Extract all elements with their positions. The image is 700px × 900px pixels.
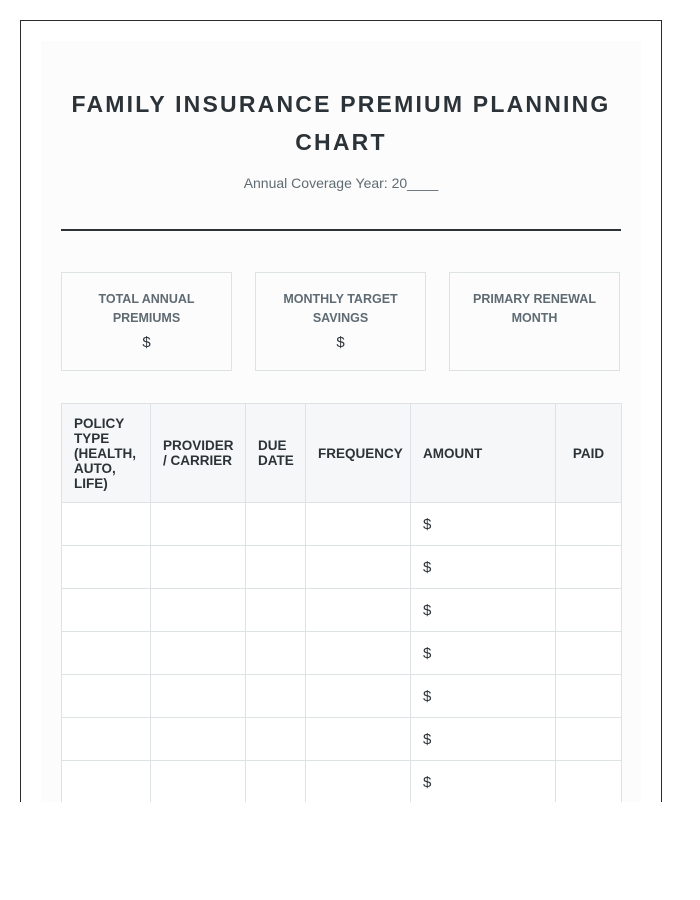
summary-card-monthly-target-savings: [255, 272, 426, 371]
cell-frequency[interactable]: [306, 632, 411, 675]
cell-paid[interactable]: [556, 589, 622, 632]
cell-provider[interactable]: [151, 675, 246, 718]
column-header-paid: PAID: [556, 404, 622, 503]
cell-policy-type[interactable]: [62, 675, 151, 718]
cell-frequency[interactable]: [306, 675, 411, 718]
cell-due-date[interactable]: [246, 589, 306, 632]
cell-provider[interactable]: [151, 761, 246, 803]
cell-due-date[interactable]: [246, 761, 306, 803]
cell-policy-type[interactable]: [62, 632, 151, 675]
page-title: FAMILY INSURANCE PREMIUM PLANNING CHART: [71, 91, 611, 155]
summary-card-primary-renewal-month: [449, 272, 620, 371]
table-row: [62, 503, 622, 546]
summary-card-value[interactable]: $: [336, 334, 345, 351]
summary-card-label: MONTHLY TARGET SAVINGS: [283, 292, 398, 325]
document-panel: [41, 41, 641, 802]
table-row: [62, 675, 622, 718]
cell-amount[interactable]: $: [411, 675, 556, 718]
cell-frequency[interactable]: [306, 546, 411, 589]
cell-frequency[interactable]: [306, 589, 411, 632]
column-header-due-date: DUE DATE: [246, 404, 306, 503]
cell-paid[interactable]: [556, 675, 622, 718]
column-header-provider: PROVIDER / CARRIER: [151, 404, 246, 503]
table-row: [62, 632, 622, 675]
cell-due-date[interactable]: [246, 632, 306, 675]
column-header-frequency: FREQUENCY: [306, 404, 411, 503]
cell-due-date[interactable]: [246, 546, 306, 589]
table-row: [62, 718, 622, 761]
page-frame: [20, 20, 662, 802]
cell-frequency[interactable]: [306, 503, 411, 546]
cell-paid[interactable]: [556, 632, 622, 675]
cell-provider[interactable]: [151, 546, 246, 589]
summary-card-label: TOTAL ANNUAL PREMIUMS: [98, 292, 195, 325]
summary-card-total-annual-premiums: [61, 272, 232, 371]
cell-frequency[interactable]: [306, 761, 411, 803]
cell-policy-type[interactable]: [62, 503, 151, 546]
cell-provider[interactable]: [151, 503, 246, 546]
cell-amount[interactable]: $: [411, 632, 556, 675]
coverage-year-line[interactable]: Annual Coverage Year: 20____: [243, 175, 439, 191]
cell-due-date[interactable]: [246, 718, 306, 761]
cell-provider[interactable]: [151, 718, 246, 761]
header-divider: [61, 229, 621, 231]
cell-amount[interactable]: $: [411, 761, 556, 803]
premium-schedule-table: [61, 403, 622, 802]
cell-paid[interactable]: [556, 546, 622, 589]
cell-policy-type[interactable]: [62, 589, 151, 632]
cell-policy-type[interactable]: [62, 718, 151, 761]
cell-policy-type[interactable]: [62, 761, 151, 803]
cell-frequency[interactable]: [306, 718, 411, 761]
table-row: [62, 546, 622, 589]
cell-paid[interactable]: [556, 503, 622, 546]
table-header-row: [62, 404, 622, 503]
cell-paid[interactable]: [556, 718, 622, 761]
cell-due-date[interactable]: [246, 675, 306, 718]
cell-paid[interactable]: [556, 761, 622, 803]
summary-card-label: PRIMARY RENEWAL MONTH: [473, 292, 596, 325]
summary-card-value[interactable]: $: [142, 334, 151, 351]
table-row: [62, 761, 622, 803]
table-row: [62, 589, 622, 632]
cell-amount[interactable]: $: [411, 546, 556, 589]
cell-amount[interactable]: $: [411, 589, 556, 632]
cell-provider[interactable]: [151, 589, 246, 632]
column-header-amount: AMOUNT: [411, 404, 556, 503]
column-header-policy-type: POLICY TYPE (HEALTH, AUTO, LIFE): [62, 404, 151, 503]
cell-amount[interactable]: $: [411, 503, 556, 546]
cell-policy-type[interactable]: [62, 546, 151, 589]
cell-due-date[interactable]: [246, 503, 306, 546]
cell-provider[interactable]: [151, 632, 246, 675]
cell-amount[interactable]: $: [411, 718, 556, 761]
